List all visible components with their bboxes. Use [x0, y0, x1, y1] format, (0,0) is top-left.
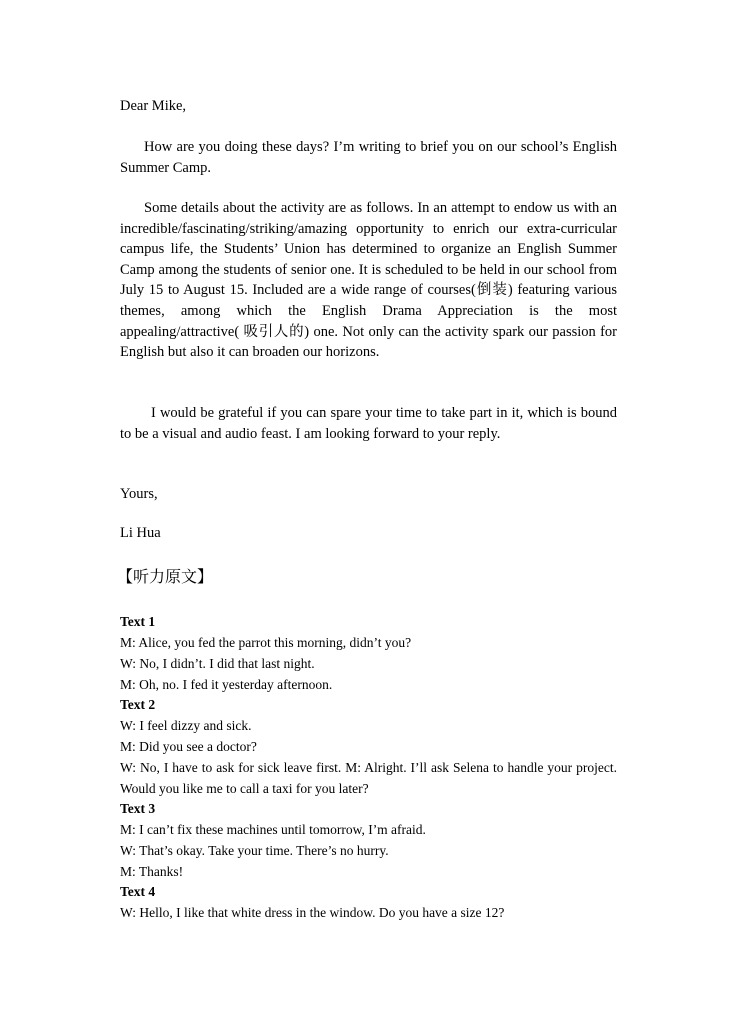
- dialogue-line: W: No, I have to ask for sick leave first. M: Alright. I’ll ask Selena to handle your project. Would you like me to call a taxi for you later?: [120, 760, 617, 796]
- letter-paragraph-3: I would be grateful if you can spare your time to take part in it, which is bound to be a visual and audio feast. I am looking forward to your reply.: [120, 405, 617, 442]
- listening-heading: 【听力原文】: [117, 567, 214, 586]
- dialogue-line: M: Did you see a doctor?: [120, 739, 257, 754]
- letter-paragraph-1: How are you doing these days? I’m writing to brief you on our school’s English Summer Camp.: [120, 139, 617, 176]
- letter-greeting: Dear Mike,: [120, 98, 187, 114]
- dialogue-line: W: Hello, I like that white dress in the window. Do you have a size 12?: [120, 905, 505, 920]
- text-2-label: Text 2: [120, 697, 156, 712]
- dialogue-line: M: I can’t fix these machines until tomorrow, I’m afraid.: [120, 822, 426, 837]
- dialogue-line: M: Alice, you fed the parrot this morning, didn’t you?: [120, 635, 412, 650]
- letter-paragraph-2: Some details about the activity are as follows. In an attempt to endow us with an incredible/fascinating/striking/amazing opportunity to enrich our extra-curricular campus life, the Students’ Union has determined to organize an English Summer Camp among the students of senior one. It is scheduled to be held in our school from July 15 to August 15. Included are a wide range of courses(倒装) featuring various themes, among which the English Drama Appreciation is the most appealing/attractive( 吸引人的) one. Not only can the activity spark our passion for English but also it can broaden our horizons.: [120, 200, 617, 361]
- text-4-label: Text 4: [120, 884, 156, 899]
- letter-signature: Li Hua: [120, 525, 161, 541]
- text-1-label: Text 1: [120, 614, 156, 629]
- dialogue-line: M: Oh, no. I fed it yesterday afternoon.: [120, 677, 333, 692]
- letter-closing: Yours,: [120, 486, 158, 502]
- dialogue-line: W: That’s okay. Take your time. There’s no hurry.: [120, 843, 389, 858]
- dialogue-line: M: Thanks!: [120, 864, 184, 879]
- dialogue-line: W: I feel dizzy and sick.: [120, 718, 252, 733]
- dialogue-line: W: No, I didn’t. I did that last night.: [120, 656, 315, 671]
- text-3-label: Text 3: [120, 801, 156, 816]
